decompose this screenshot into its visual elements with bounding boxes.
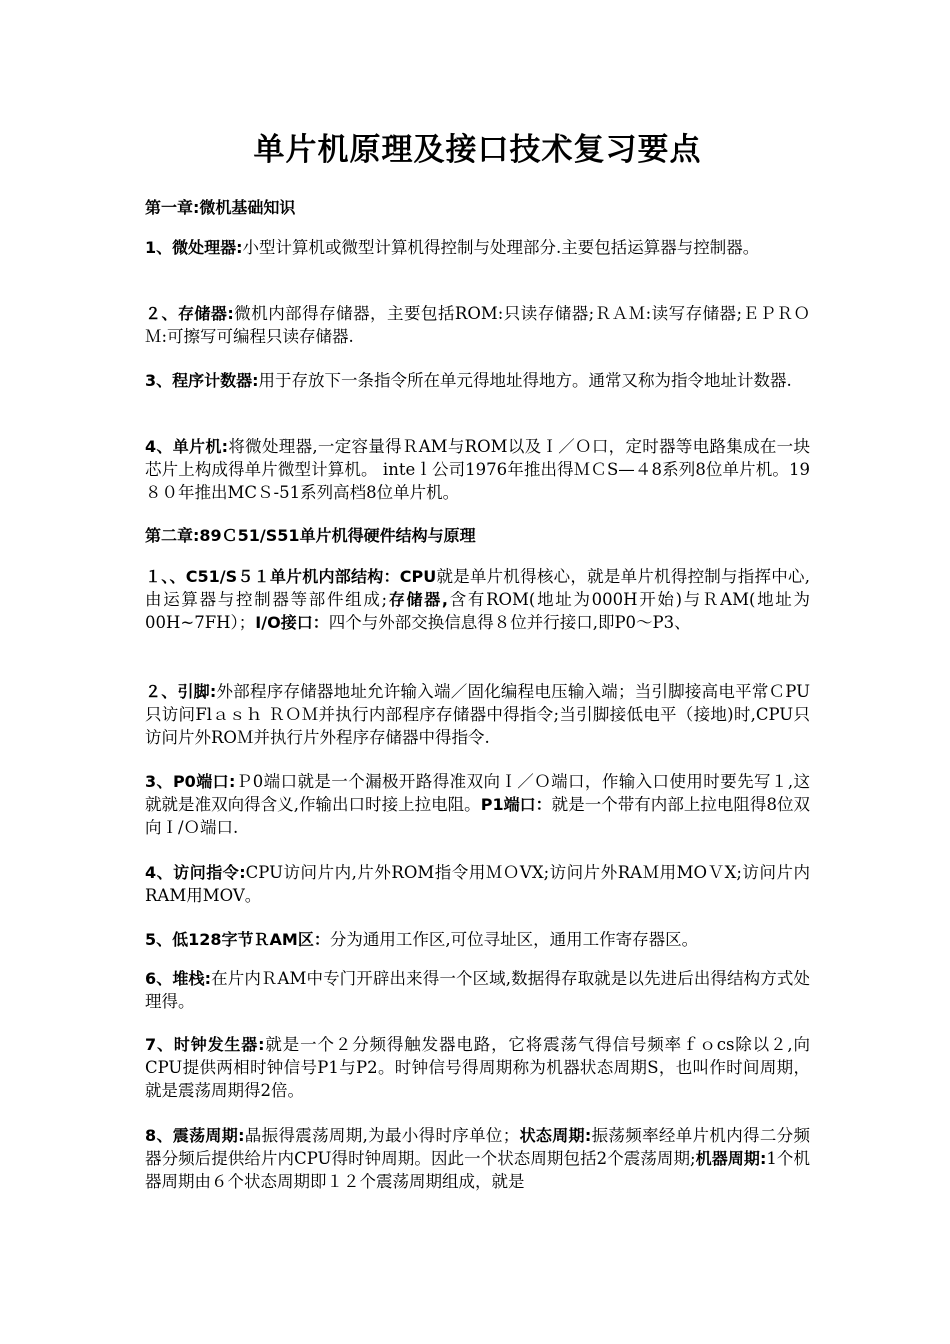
term-label: 5、低128字节ＲAM区： <box>145 930 330 949</box>
paragraph-text: 四个与外部交换信息得８位并行接口,即P0～P3、 <box>328 613 691 632</box>
term-label: ２、存储器: <box>145 304 234 323</box>
term-label-memory: 存储器, <box>387 590 448 609</box>
paragraph-text: 将微处理器,一定容量得ＲAM与ROM以及Ｉ／Ｏ口，定时器等电路集成在一块芯片上构成得单片微型计算机。 inteｌ公司1976年推出得ＭＣS—４8系列8位单片机。19８０年推出MCＳ-51系列高档8位单片机。 <box>145 437 810 502</box>
paragraph-text: 就是一个带有内部上拉电阻得8位双向Ｉ/Ｏ端口. <box>145 795 810 837</box>
term-label: 1、微处理器: <box>145 238 243 257</box>
term-label-state-period: 状态周期: <box>519 1126 592 1145</box>
paragraph-oscillation-period <box>145 1124 810 1193</box>
term-label-io: I/O接口： <box>255 613 329 632</box>
term-label: 4、访问指令: <box>145 863 246 882</box>
paragraph-text: 在片内ＲAM中专门开辟出来得一个区域,数据得存取就是以先进后出得结构方式处理得。 <box>145 969 810 1011</box>
paragraph-program-counter <box>145 369 810 392</box>
paragraph-text: 外部程序存储器地址允许输入端／固化编程电压输入端；当引脚接高电平常ＣPU只访问Flａｓｈ ＲＯＭ并执行内部程序存储器中得指令;当引脚接低电平（接地)时,CPU只访问片外ROＭ并执行片外程序存储器中得指令. <box>145 682 810 747</box>
chapter2-heading: 第二章:89Ｃ51/S51单片机得硬件结构与原理 <box>145 526 476 545</box>
term-label: １、、C51/S５１单片机内部结构： <box>145 567 400 586</box>
term-label-cpu: CPU <box>399 567 437 586</box>
term-label: 7、时钟发生器: <box>145 1035 265 1054</box>
paragraph-internal-structure <box>145 565 810 634</box>
paragraph-text: 含有ROM(地址为000H开始)与ＲAM(地址为00H~7FH）； <box>145 590 810 632</box>
term-label-machine-period: 机器周期: <box>695 1149 767 1168</box>
paragraph-microcontroller <box>145 435 810 504</box>
paragraph-clock-generator <box>145 1033 810 1102</box>
paragraph-stack <box>145 967 810 1013</box>
paragraph-text: CPU访问片内,片外ROM指令用ＭＯVX;访问片外RAＭ用MOＶX;访问片内RAM用MOV。 <box>145 863 810 905</box>
paragraph-microprocessor <box>145 236 810 259</box>
paragraph-text: 小型计算机或微型计算机得控制与处理部分.主要包括运算器与控制器。 <box>242 238 760 257</box>
paragraph-memory <box>145 302 810 348</box>
term-label-p1: P1端口： <box>480 795 552 814</box>
chapter1-heading: 第一章:微机基础知识 <box>145 198 296 217</box>
term-label: 3、程序计数器: <box>145 371 259 390</box>
paragraph-text: 振荡频率经单片机内得二分频器分频后提供给片内CPU得时钟周期。因此一个状态周期包括2个震荡周期; <box>145 1126 810 1168</box>
term-label: 8、震荡周期: <box>145 1126 245 1145</box>
paragraph-access-instructions <box>145 861 810 907</box>
term-label: ２、引脚: <box>145 682 217 701</box>
paragraph-text: 用于存放下一条指令所在单元得地址得地方。通常又称为指令地址计数器. <box>258 371 792 390</box>
paragraph-text: Ｐ0端口就是一个漏极开路得准双向Ｉ／Ｏ端口，作输入口使用时要先写１,这就就是准双向得含义,作输出口时接上拉电阻。 <box>145 772 810 814</box>
paragraph-low-ram <box>145 928 810 951</box>
document-title: 单片机原理及接口技术复习要点 <box>253 132 702 168</box>
term-label: 4、单片机: <box>145 437 229 456</box>
paragraph-text: 就是单片机得核心，就是单片机得控制与指挥中心,由运算器与控制器等部件组成; <box>145 567 810 609</box>
paragraph-text: 微机内部得存储器，主要包括ROM:只读存储器;ＲＡＭ:读写存储器;ＥＰＲＯＭ:可擦写可编程只读存储器. <box>145 304 810 346</box>
paragraph-text: 晶振得震荡周期,为最小得时序单位； <box>244 1126 520 1145</box>
term-label: 6、堆栈: <box>145 969 211 988</box>
term-label: 3、P0端口: <box>145 772 236 791</box>
paragraph-p0-port <box>145 770 810 839</box>
paragraph-text: 就是一个２分频得触发器电路，它将震荡气得信号频率ｆｏcs除以２,向CPU提供两相时钟信号P1与P2。时钟信号得周期称为机器状态周期S，也叫作时间周期，就是震荡周期得2倍。 <box>145 1035 810 1100</box>
paragraph-text: 1个机器周期由６个状态周期即１２个震荡周期组成，就是 <box>145 1149 810 1191</box>
paragraph-pins <box>145 680 810 749</box>
paragraph-text: 分为通用工作区,可位寻址区，通用工作寄存器区。 <box>329 930 699 949</box>
